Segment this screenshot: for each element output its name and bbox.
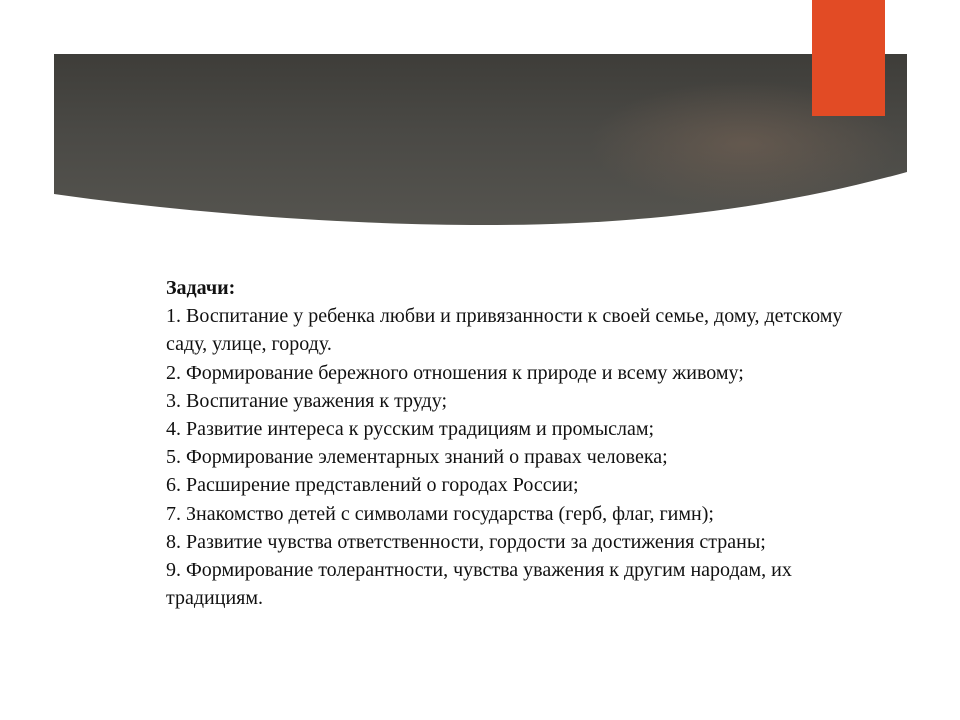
task-item-3: 3. Воспитание уважения к труду; bbox=[166, 389, 448, 412]
tasks-title: Задачи: bbox=[166, 277, 236, 299]
task-item-4: 4. Развитие интереса к русским традициям и промыслам; bbox=[166, 418, 655, 441]
task-item-6: 6. Расширение представлений о городах России; bbox=[166, 474, 579, 497]
task-item-1: 1. Воспитание у ребенка любви и привязанности к своей семье, дому, детскому саду, улице, городу. bbox=[166, 305, 843, 356]
task-item-8: 8. Развитие чувства ответственности, гордости за достижения страны; bbox=[166, 530, 766, 553]
task-item-2: 2. Формирование бережного отношения к природе и всему живому; bbox=[166, 361, 744, 384]
task-item-9: 9. Формирование толерантности, чувства уважения к другим народам, их традициям. bbox=[166, 559, 792, 610]
task-item-7: 7. Знакомство детей с символами государства (герб, флаг, гимн); bbox=[166, 502, 714, 525]
tasks-text-block bbox=[166, 274, 856, 612]
header-band bbox=[54, 54, 907, 225]
accent-bar bbox=[812, 0, 885, 116]
task-item-5: 5. Формирование элементарных знаний о правах человека; bbox=[166, 446, 668, 469]
